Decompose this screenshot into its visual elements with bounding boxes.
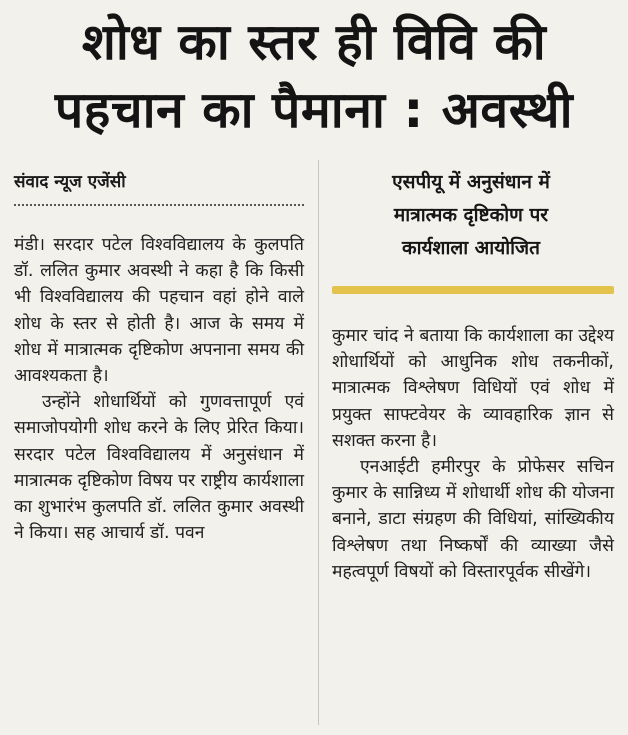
accent-rule xyxy=(332,286,614,294)
headline-line-1: शोध का स्तर ही विवि की xyxy=(81,13,547,71)
left-column xyxy=(14,232,304,546)
subheadline-line-3: कार्यशाला आयोजित xyxy=(401,237,540,259)
subheadline-line-1: एसपीयू में अनुसंधान में xyxy=(392,171,550,193)
right-column xyxy=(332,323,614,585)
byline: संवाद न्यूज एजेंसी xyxy=(14,170,304,206)
paragraph: कुमार चांद ने बताया कि कार्यशाला का उद्देश्य शोधार्थियों को आधुनिक शोध तकनीकों, मात्रात्मक विश्लेषण विधियों एवं शोध में प्रयुक्त साफ्टवेयर के व्यावहारिक ज्ञान से सशक्त करना है। xyxy=(332,326,614,451)
paragraph: मंडी। सरदार पटेल विश्वविद्यालय के कुलपति डॉ. ललित कुमार अवस्थी ने कहा है कि किसी भी विश्वविद्यालय की पहचान वहां होने वाले शोध के स्तर से होती है। आज के समय में शोध में मात्रात्मक दृष्टिकोण अपनाना समय की आवश्यकता है। xyxy=(14,235,304,387)
headline xyxy=(0,0,628,150)
subheadline xyxy=(336,166,606,265)
headline-line-2: पहचान का पैमाना : अवस्थी xyxy=(54,81,574,139)
paragraph: एनआईटी हमीरपुर के प्रोफेसर सचिन कुमार के सान्निध्य में शोधार्थी शोध की योजना बनाने, डाटा संग्रहण की विधियां, सांख्यिकीय विश्लेषण तथा निष्कर्षों की व्याख्या जैसे महत्वपूर्ण विषयों को विस्तारपूर्वक सीखेंगे। xyxy=(332,457,614,582)
subheadline-line-2: मात्रात्मक दृष्टिकोण पर xyxy=(393,204,549,226)
column-divider xyxy=(318,160,319,725)
paragraph: उन्होंने शोधार्थियों को गुणवत्तापूर्ण एवं समाजोपयोगी शोध करने के लिए प्रेरित किया। सरदार पटेल विश्वविद्यालय में अनुसंधान में मात्रात्मक दृष्टिकोण विषय पर राष्ट्रीय कार्यशाला का शुभारंभ कुलपति डॉ. ललित कुमार अवस्थी ने किया। सह आचार्य डॉ. पवन xyxy=(14,392,304,544)
